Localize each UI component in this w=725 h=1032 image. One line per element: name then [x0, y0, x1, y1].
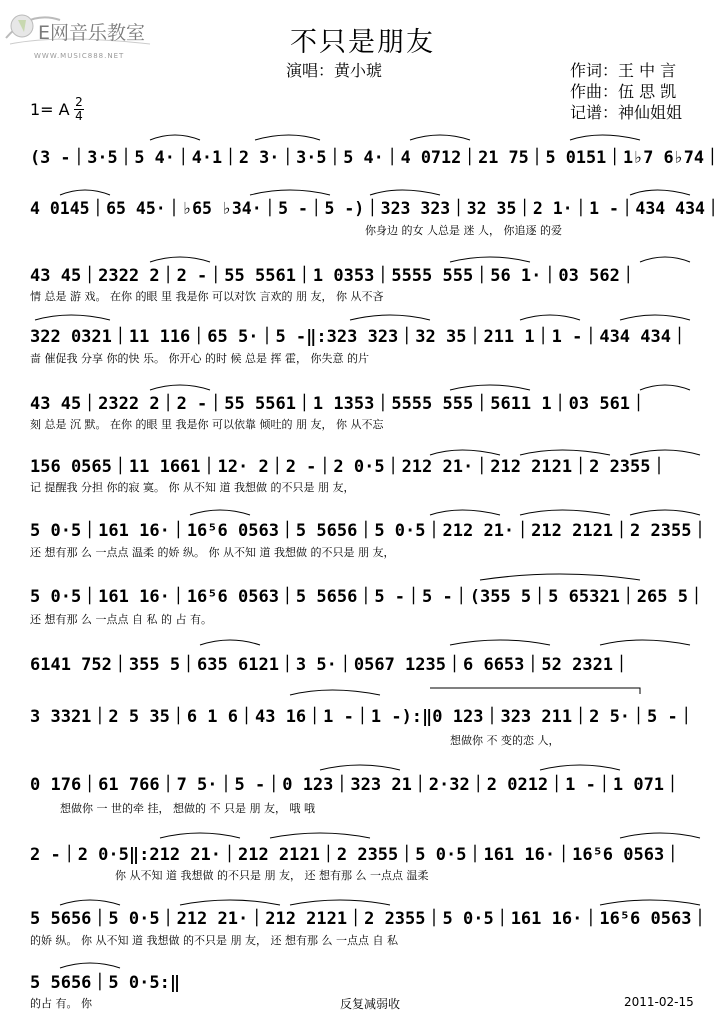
- notation-row-9: 6141 752｜355 5｜635 6121｜3 5·｜0567 1235｜6 6653｜52 2321｜: [30, 655, 631, 675]
- singer-credit: 演唱：黄小琥: [286, 61, 383, 80]
- lyric-row-5: 刻 总是 沉 默。 在你 的眼 里 我是你 可以依靠 倾吐的 朋 友， 你 从不忘: [30, 418, 384, 431]
- song-title: 不只是朋友: [290, 27, 435, 58]
- notation-row-10: 3 3321｜2 5 35｜6 1 6｜43 16｜1 -｜1 -):‖0 123｜323 211｜2 5·｜5 -｜: [30, 707, 695, 727]
- lyric-row-7: 还 想有那 么 一点点 温柔 的娇 纵。 你 从不知 道 我想做 的不只是 朋 友，: [30, 546, 395, 559]
- key-signature: 1= A: [30, 100, 70, 119]
- notation-row-4: 322 0321｜11 116｜65 5·｜5 -‖:323 323｜32 35｜211 1｜1 -｜434 434｜: [30, 327, 688, 347]
- performance-note: 反复减弱收: [340, 997, 401, 1011]
- composer-credit: 作曲：伍 思 凯: [570, 82, 677, 101]
- lyric-row-11: 想做你 一 世的牵 挂， 想做的 不 只是 朋 友， 哦 哦: [60, 802, 315, 815]
- logo-text: E网音乐教室: [38, 22, 146, 44]
- notation-row-13: 5 5656｜5 0·5｜212 21·｜212 2121｜2 2355｜5 0·5｜161 16·｜16⁵6 0563｜: [30, 909, 709, 929]
- notation-row-1: (3 -｜3·5｜5 4·｜4·1｜2 3·｜3·5｜5 4·｜4 0712｜21 75｜5 0151｜1♭7 6♭74｜: [30, 148, 721, 168]
- time-signature-bottom: 4: [75, 109, 83, 123]
- time-signature-top: 2: [75, 95, 83, 109]
- transcriber-credit: 记谱：神仙姐姐: [570, 103, 683, 122]
- lyric-row-2: 你身边 的女 人总是 迷 人， 你追逐 的爱: [365, 224, 562, 237]
- lyricist-credit: 作词：王 中 言: [570, 61, 677, 80]
- lyric-row-6: 记 提醒我 分担 你的寂 寞。 你 从不知 道 我想做 的不只是 朋 友，: [30, 481, 355, 494]
- lyric-row-13: 的娇 纵。 你 从不知 道 我想做 的不只是 朋 友， 还 想有那 么 一点点 自 私: [30, 934, 398, 947]
- notation-row-2: 4 0145｜65 45·｜♭65 ♭34·｜5 -｜5 -)｜323 323｜32 35｜2 1·｜1 -｜434 434｜: [30, 199, 722, 219]
- notation-row-3: 43 45｜2322 2｜2 -｜55 5561｜1 0353｜5555 555｜56 1·｜03 562｜: [30, 266, 637, 286]
- lyric-row-8: 还 想有那 么 一点点 自 私 的 占 有。: [30, 613, 212, 626]
- lyric-row-10: 想做你 不 变的恋 人，: [450, 734, 560, 747]
- notation-row-12: 2 -｜2 0·5‖:212 21·｜212 2121｜2 2355｜5 0·5｜161 16·｜16⁵6 0563｜: [30, 845, 682, 865]
- notation-row-6: 156 0565｜11 1661｜12· 2｜2 -｜2 0·5｜212 21·｜212 2121｜2 2355｜: [30, 457, 668, 477]
- notation-row-5: 43 45｜2322 2｜2 -｜55 5561｜1 1353｜5555 555｜5611 1｜03 561｜: [30, 394, 648, 414]
- notation-row-8: 5 0·5｜161 16·｜16⁵6 0563｜5 5656｜5 -｜5 -｜(355 5｜5 65321｜265 5｜: [30, 587, 705, 607]
- notation-row-14: 5 5656｜5 0·5:‖: [30, 973, 181, 993]
- lyric-row-14: 的占 有。 你: [30, 997, 92, 1010]
- notation-row-7: 5 0·5｜161 16·｜16⁵6 0563｜5 5656｜5 0·5｜212 21·｜212 2121｜2 2355｜: [30, 521, 709, 541]
- logo-url: WWW.MUSIC888.NET: [34, 52, 125, 60]
- lyric-row-4: 啬 催促我 分享 你的快 乐。 你开心 的时 候 总是 挥 霍， 你失意 的片: [30, 352, 369, 365]
- notation-row-11: 0 176｜61 766｜7 5·｜5 -｜0 123｜323 21｜2·32｜2 0212｜1 -｜1 071｜: [30, 775, 682, 795]
- time-signature: [74, 96, 84, 123]
- lyric-row-3: 情 总是 游 戏。 在你 的眼 里 我是你 可以对饮 言欢的 朋 友， 你 从不吝: [30, 290, 384, 303]
- transcription-date: 2011-02-15: [624, 995, 694, 1009]
- lyric-row-12: 你 从不知 道 我想做 的不只是 朋 友， 还 想有那 么 一点点 温柔: [115, 869, 429, 882]
